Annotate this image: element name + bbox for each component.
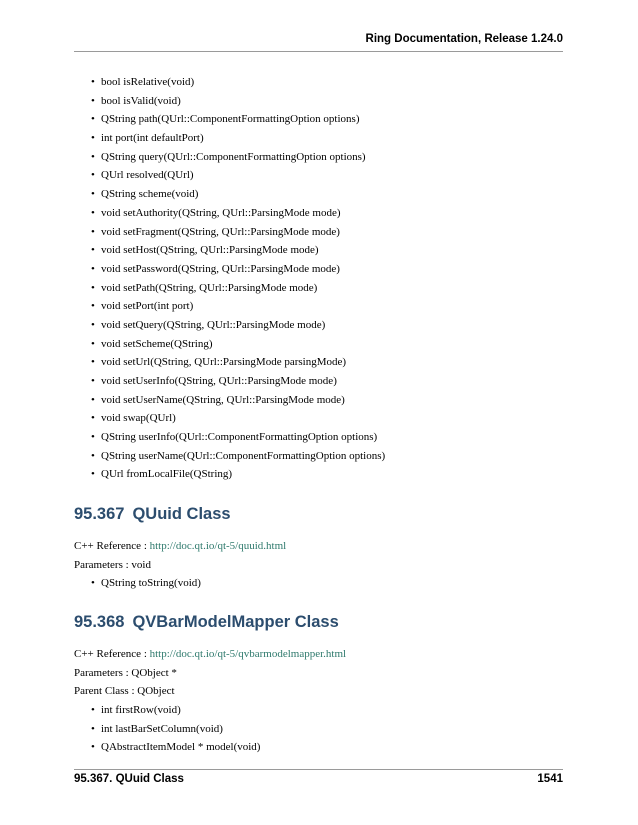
section-title: QUuid Class <box>132 505 231 523</box>
list-item: • QString path(QUrl::ComponentFormattingOption options) <box>92 112 385 131</box>
reference-label: C++ Reference : <box>74 648 147 660</box>
reference-link-quuid[interactable]: http://doc.qt.io/qt-5/quuid.html <box>149 540 287 552</box>
list-item: • QString userName(QUrl::ComponentFormattingOption options) <box>92 449 385 468</box>
list-item: • bool isValid(void) <box>92 94 385 113</box>
cpp-reference-qvbarmodelmapper <box>74 648 346 660</box>
list-item: • QString scheme(void) <box>92 187 385 206</box>
list-item: • int port(int defaultPort) <box>92 131 385 150</box>
section-number: 95.368 <box>74 613 125 631</box>
cpp-reference-quuid <box>74 540 286 552</box>
list-item: • void swap(QUrl) <box>92 411 385 430</box>
list-item: • QString query(QUrl::ComponentFormattingOption options) <box>92 150 385 169</box>
method-list-qurl <box>92 75 385 486</box>
list-item: • int lastBarSetColumn(void) <box>92 722 260 741</box>
footer-rule <box>74 769 563 770</box>
list-item: • int firstRow(void) <box>92 703 260 722</box>
list-item: • void setPath(QString, QUrl::ParsingMode mode) <box>92 281 385 300</box>
list-item: • void setUrl(QString, QUrl::ParsingMode parsingMode) <box>92 355 385 374</box>
parameters-quuid: Parameters : void <box>74 559 151 571</box>
list-item: • void setPassword(QString, QUrl::ParsingMode mode) <box>92 262 385 281</box>
running-footer <box>74 773 563 785</box>
list-item: • QAbstractItemModel * model(void) <box>92 740 260 759</box>
list-item: • QString userInfo(QUrl::ComponentFormattingOption options) <box>92 430 385 449</box>
list-item: • QUrl resolved(QUrl) <box>92 168 385 187</box>
section-title: QVBarModelMapper Class <box>132 613 339 631</box>
method-list-qvbarmodelmapper <box>92 703 260 759</box>
header-rule <box>74 51 563 52</box>
page-number: 1541 <box>537 773 563 785</box>
method-list-quuid <box>92 576 201 595</box>
list-item: • bool isRelative(void) <box>92 75 385 94</box>
list-item: • void setUserName(QString, QUrl::ParsingMode mode) <box>92 393 385 412</box>
list-item: • QUrl fromLocalFile(QString) <box>92 467 385 486</box>
reference-label: C++ Reference : <box>74 540 147 552</box>
list-item: • QString toString(void) <box>92 576 201 595</box>
list-item: • void setQuery(QString, QUrl::ParsingMode mode) <box>92 318 385 337</box>
list-item: • void setFragment(QString, QUrl::ParsingMode mode) <box>92 225 385 244</box>
list-item: • void setHost(QString, QUrl::ParsingMode mode) <box>92 243 385 262</box>
section-heading-quuid <box>74 505 231 524</box>
list-item: • void setUserInfo(QString, QUrl::ParsingMode mode) <box>92 374 385 393</box>
list-item: • void setAuthority(QString, QUrl::ParsingMode mode) <box>92 206 385 225</box>
list-item: • void setPort(int port) <box>92 299 385 318</box>
footer-section: 95.367. QUuid Class <box>74 773 184 785</box>
running-header: Ring Documentation, Release 1.24.0 <box>365 33 563 45</box>
list-item: • void setScheme(QString) <box>92 337 385 356</box>
section-number: 95.367 <box>74 505 125 523</box>
reference-link-qvbarmodelmapper[interactable]: http://doc.qt.io/qt-5/qvbarmodelmapper.html <box>149 648 347 660</box>
parameters-qvbarmodelmapper: Parameters : QObject * <box>74 667 177 679</box>
section-heading-qvbarmodelmapper <box>74 613 339 632</box>
parent-class-qvbarmodelmapper: Parent Class : QObject <box>74 685 175 697</box>
